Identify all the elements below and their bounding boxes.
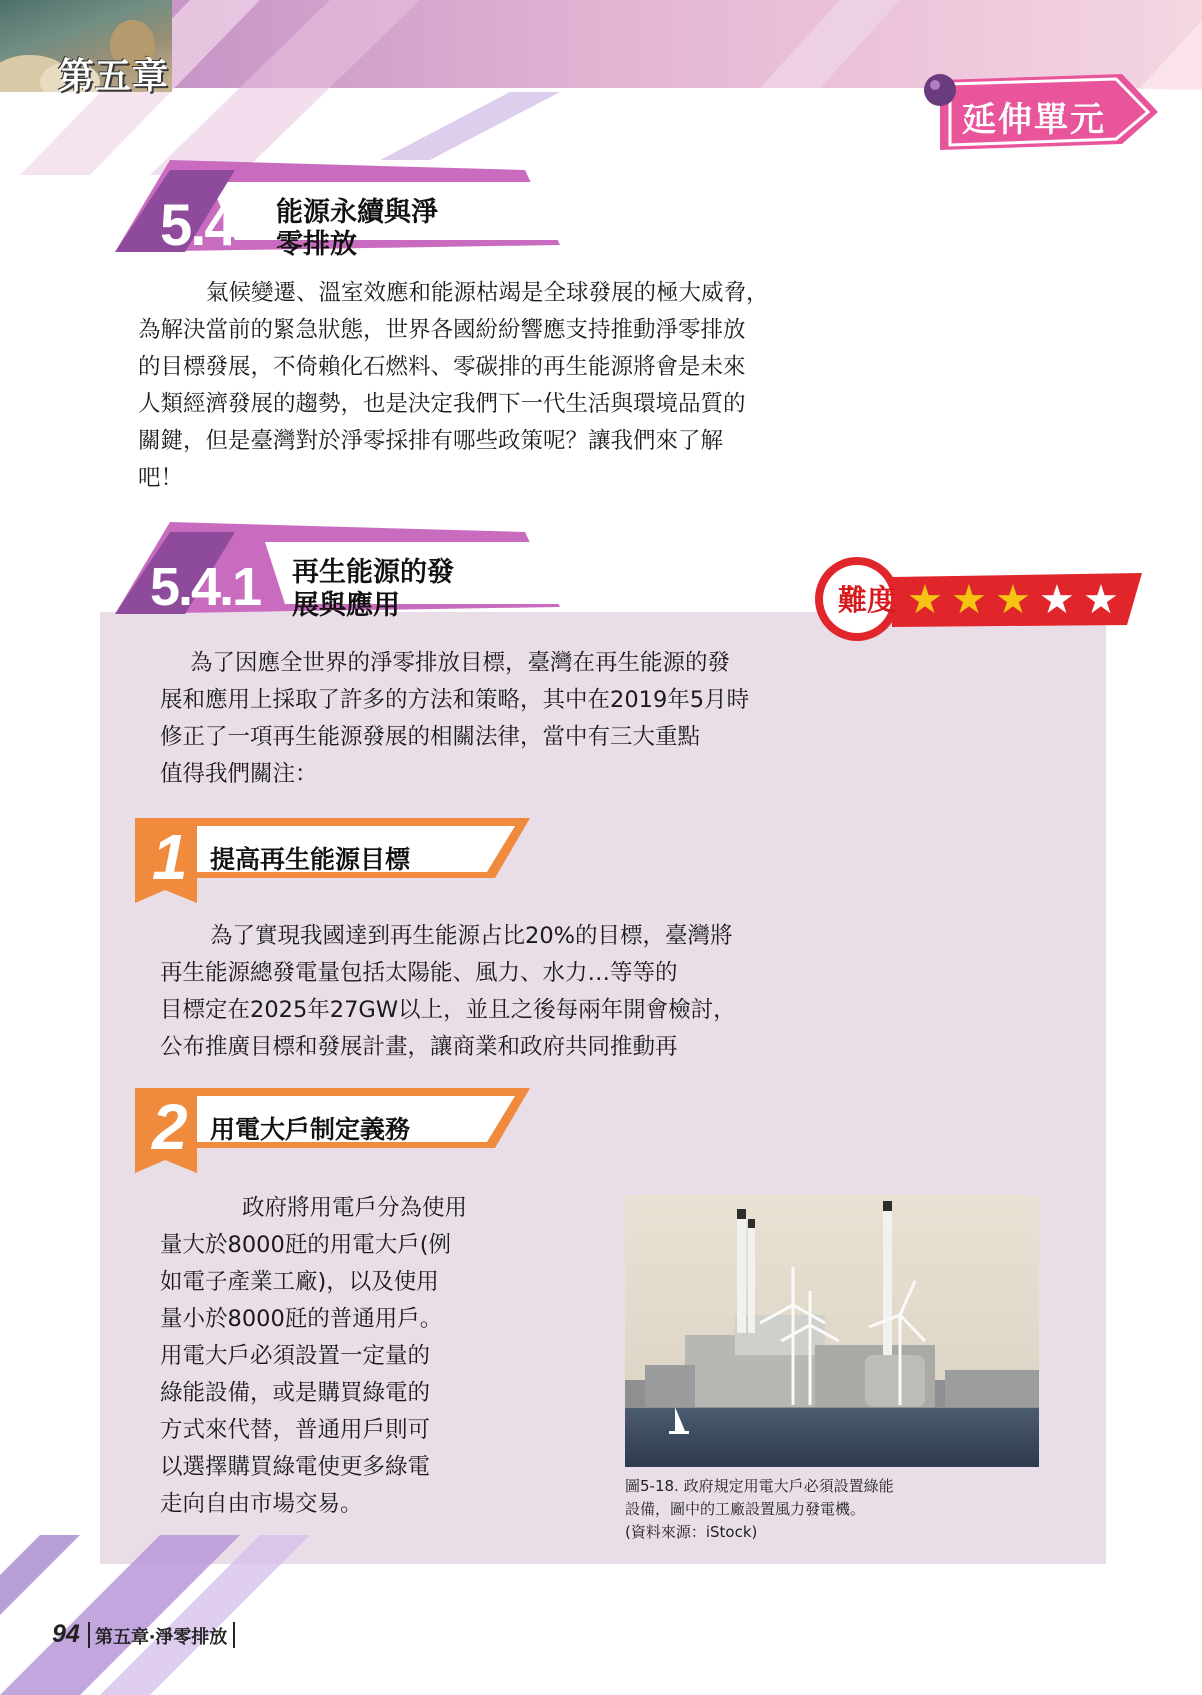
- point-title: 用電大戶制定義務: [210, 1115, 411, 1144]
- text-line: 氣候變遷、溫室效應和能源枯竭是全球發展的極大威脅，: [206, 280, 769, 306]
- extension-unit-label: 延伸單元: [962, 100, 1106, 140]
- caption-line: 設備，圖中的工廠設置風力發電機。: [625, 1500, 866, 1518]
- point-title: 提高再生能源目標: [210, 845, 411, 874]
- section-title-line2: 零排放: [276, 229, 357, 260]
- intro-paragraph: [138, 275, 1118, 497]
- text-line: 再生能源總發電量包括太陽能、風力、水力…等等的: [160, 960, 678, 986]
- text-line: 量小於8000瓩的普通用戶。: [160, 1306, 443, 1332]
- star-empty-icon: ★: [1083, 577, 1119, 623]
- footer-divider: [233, 1622, 235, 1648]
- section-title-line1: 能源永續與淨: [276, 197, 438, 228]
- caption-line: 圖5-18. 政府規定用電大戶必須設置綠能: [625, 1477, 894, 1495]
- text-line: 的目標發展，不倚賴化石燃料、零碳排的再生能源將會是未來: [138, 354, 746, 380]
- text-line: 值得我們關注：: [160, 761, 318, 787]
- difficulty-label: 難度: [837, 583, 896, 617]
- text-line: 政府將用電戶分為使用: [242, 1195, 468, 1221]
- star-filled-icon: ★: [951, 577, 987, 623]
- text-line: 為了因應全世界的淨零排放目標，臺灣在再生能源的發: [190, 650, 731, 676]
- text-line: 展和應用上採取了許多的方法和策略，其中在2019年5月時: [160, 687, 750, 713]
- text-line: 人類經濟發展的趨勢，也是決定我們下一代生活與環境品質的: [138, 391, 746, 417]
- subsection-title-line2: 展與應用: [292, 590, 400, 621]
- text-line: 為解決當前的緊急狀態，世界各國紛紛響應支持推動淨零排放: [138, 317, 746, 343]
- section-number: 5.4: [160, 193, 235, 258]
- star-empty-icon: ★: [1039, 577, 1075, 623]
- caption-line: (資料來源：iStock): [625, 1523, 758, 1541]
- star-filled-icon: ★: [907, 577, 943, 623]
- text-line: 為了實現我國達到再生能源占比20%的目標，臺灣將: [210, 923, 733, 949]
- footer-chapter-label: 第五章‧淨零排放: [95, 1627, 228, 1648]
- text-line: 用電大戶必須設置一定量的: [160, 1343, 431, 1369]
- text-line: 公布推廣目標和發展計畫，讓商業和政府共同推動再: [160, 1034, 678, 1060]
- star-filled-icon: ★: [995, 577, 1031, 623]
- point-1-paragraph: [160, 918, 1060, 1066]
- text-line: 如電子產業工廠)，以及使用: [160, 1269, 439, 1295]
- text-line: 走向自由市場交易。: [160, 1491, 363, 1517]
- text-line: 以選擇購買綠電使更多綠電: [160, 1454, 431, 1480]
- point-number: 2: [152, 1091, 188, 1163]
- text-line: 綠能設備，或是購買綠電的: [160, 1380, 431, 1406]
- footer-decoration: [0, 1535, 330, 1695]
- text-line: 修正了一項再生能源發展的相關法律，當中有三大重點: [160, 724, 701, 750]
- chapter-label: 第五章: [58, 56, 170, 97]
- point-2-paragraph: [160, 1190, 600, 1523]
- text-line: 關鍵，但是臺灣對於淨零採排有哪些政策呢？讓我們來了解: [138, 428, 724, 454]
- subsection-number: 5.4.1: [150, 557, 261, 617]
- text-line: 方式來代替，普通用戶則可: [160, 1417, 431, 1443]
- point-number: 1: [152, 821, 188, 893]
- subsection-paragraph: [160, 645, 1060, 793]
- subsection-title-line1: 再生能源的發: [292, 557, 454, 588]
- page-number: 94: [52, 1620, 80, 1648]
- footer-divider: [88, 1622, 90, 1648]
- text-line: 吧！: [138, 465, 184, 491]
- text-line: 量大於8000瓩的用電大戶(例: [160, 1232, 452, 1258]
- text-line: 目標定在2025年27GW以上，並且之後每兩年開會檢討，: [160, 997, 736, 1023]
- figure-caption: [625, 1475, 1055, 1544]
- power-plant-wind-turbine-photo: [625, 1195, 1039, 1467]
